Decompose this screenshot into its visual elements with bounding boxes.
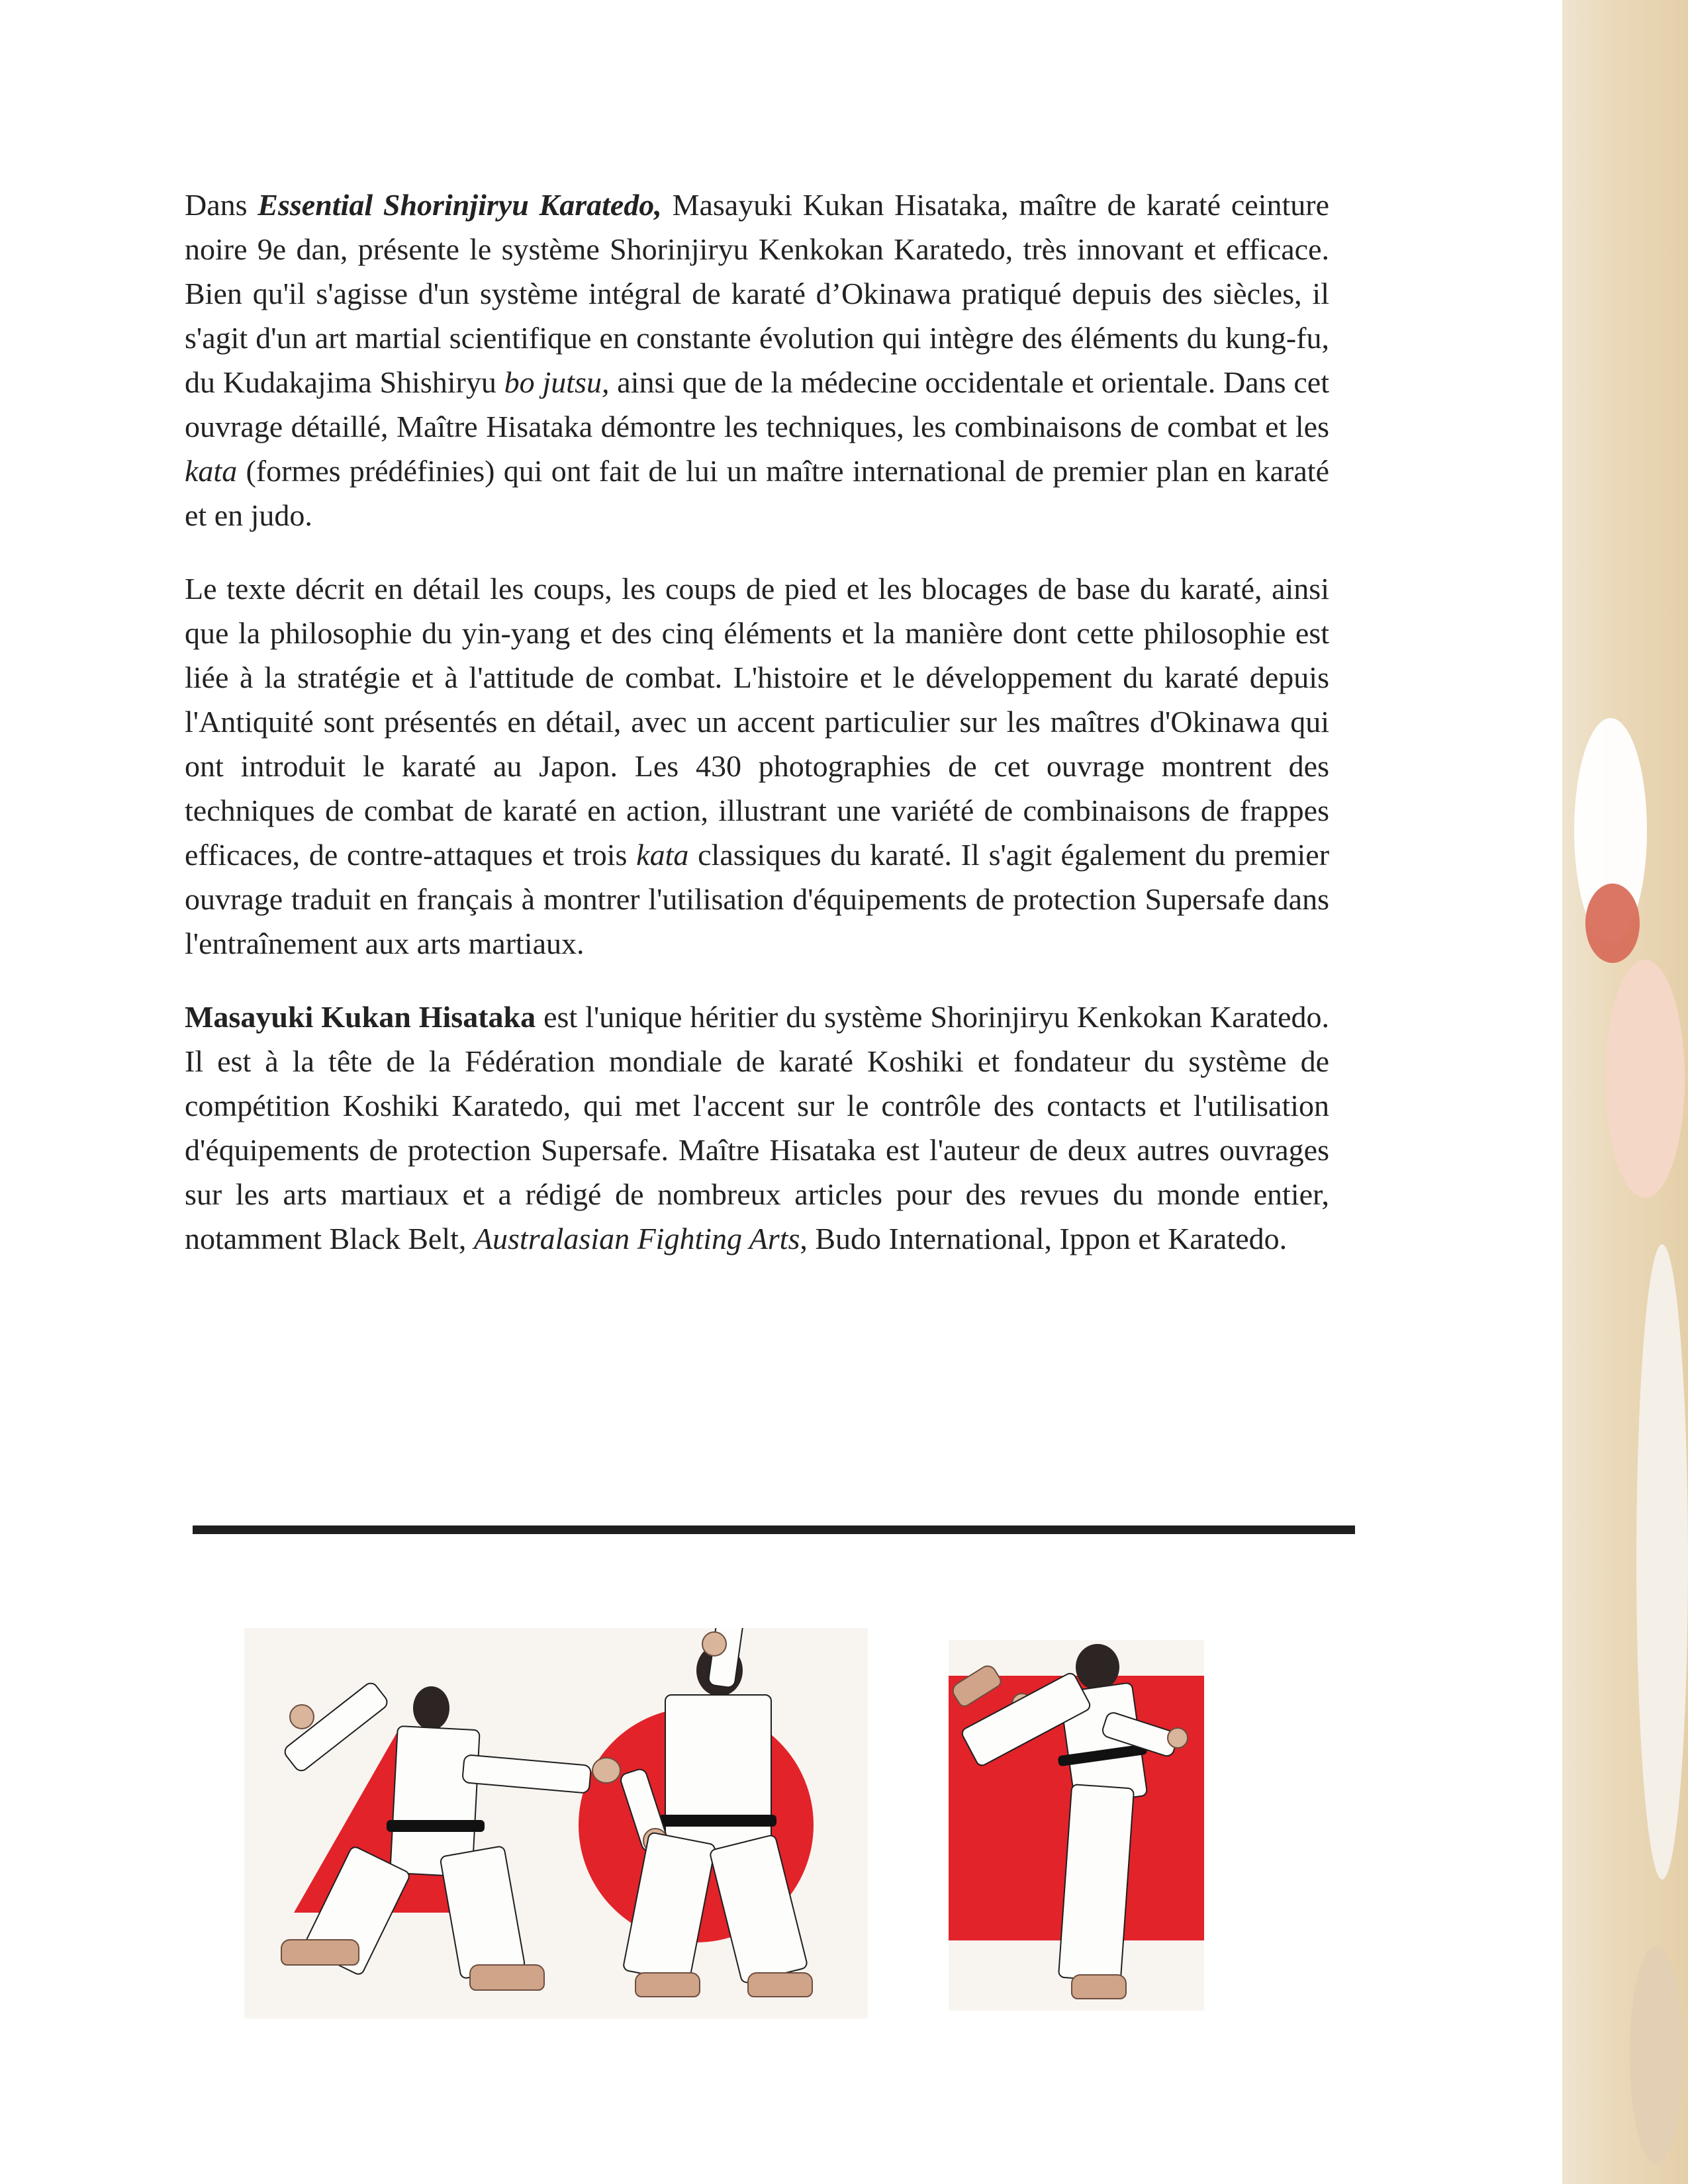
cover-art-strip — [1562, 0, 1688, 2184]
fighter-foot — [635, 1972, 700, 1997]
cover-art-shape — [1630, 1946, 1683, 2164]
paragraph-2-text-part-1: Le texte décrit en détail les coups, les coups de pied et les blocages de base du karaté, ainsi que la philosophie du yin-yang et des cinq éléments et la manière dont cette philosophie est liée à la stratégie et à l'attitude de combat. L'histoire et le développement du karaté depuis l'Antiquité sont présentés en détail, avec un accent particulier sur les maîtres d'Okinawa qui ont introduit le karaté au Japon. Les 430 photographies de cet ouvrage montrent des techniques de combat de karaté en action, illustrant une variété de combinaisons de frappes efficaces, de contre-attaques et trois — [185, 572, 1329, 872]
paragraph-1-text-part-1: Masayuki Kukan Hisataka, maître de karaté ceinture noire 9e dan, présente le système Shorinjiryu Kenkokan Karatedo, très innovant et efficace. Bien qu'il s'agisse d'un système intégral de karaté d’Okinawa pratiqué depuis des siècles, il s'agit d'un art martial scientifique en constante évolution qui intègre des éléments du kung-fu, du Kudakajima Shishiryu — [185, 188, 1329, 399]
author-bio-part-1: est l'unique héritier du système Shorinjiryu Kenkokan Karatedo. Il est à la tête de la Fédération mondiale de karaté Koshiki et fondateur du système de compétition Koshiki Karatedo, qui met l'accent sur le contrôle des contacts et l'utilisation d'équipements de protection Supersafe. Maître Hisataka est l'auteur de deux autres ouvrages sur les arts martiaux et a rédigé de nombreux articles pour des revues du monde entier, notamment Black Belt, — [185, 1000, 1329, 1255]
fighter-hand — [289, 1704, 314, 1729]
fighter-foot — [1071, 1974, 1127, 1999]
fighter-head — [413, 1686, 449, 1730]
karate-illustration-left — [244, 1628, 868, 2019]
fighter-hand — [1167, 1727, 1188, 1749]
paragraph-1-intro: Dans — [185, 188, 258, 222]
paragraph-2-text-part-2: classiques du karaté. Il s'agit également du premier ouvrage traduit en français à montrer l'utilisation d'équipements de protection Supersafe dans l'entraînement aux arts martiaux. — [185, 838, 1330, 960]
fighter-foot — [747, 1972, 813, 1997]
karate-illustration-right — [949, 1640, 1204, 2011]
description-paragraph-1 — [185, 183, 1329, 537]
fighter-head — [1076, 1644, 1119, 1690]
fighter-belt — [659, 1815, 776, 1827]
book-title: Essential Shorinjiryu Karatedo, — [258, 188, 662, 222]
section-divider — [193, 1525, 1355, 1534]
fighter-foot — [469, 1964, 545, 1991]
author-bio-paragraph — [185, 995, 1329, 1261]
fighter-hand — [702, 1631, 727, 1657]
kata-term: kata — [636, 838, 689, 872]
fighter-standing-leg — [1058, 1784, 1135, 1982]
kata-term: kata — [185, 454, 238, 488]
description-paragraph-2 — [185, 567, 1329, 966]
bo-jutsu-term: bo jutsu, — [504, 365, 610, 399]
cover-art-shape — [1585, 884, 1640, 963]
fighter-leg — [439, 1845, 526, 1979]
author-name: Masayuki Kukan Hisataka — [185, 1000, 536, 1034]
paragraph-1-text-part-3: (formes prédéfinies) qui ont fait de lui un maître international de premier plan en karaté et en judo. — [185, 454, 1329, 532]
fighter-hand — [592, 1757, 621, 1784]
main-text-column — [185, 183, 1329, 1290]
fighter-foot — [281, 1939, 359, 1966]
magazine-title: Australasian Fighting Arts — [473, 1222, 800, 1255]
paragraph-1-text-part-2: ainsi que de la médecine occidentale et orientale. Dans cet ouvrage détaillé, Maître Hisataka démontre les techniques, les combinaisons de combat et les — [185, 365, 1330, 443]
cover-art-shape — [1636, 1244, 1688, 1880]
cover-art-shape — [1605, 960, 1685, 1198]
author-bio-part-2: , Budo International, Ippon et Karatedo. — [800, 1222, 1288, 1255]
fighter-belt — [387, 1820, 485, 1832]
